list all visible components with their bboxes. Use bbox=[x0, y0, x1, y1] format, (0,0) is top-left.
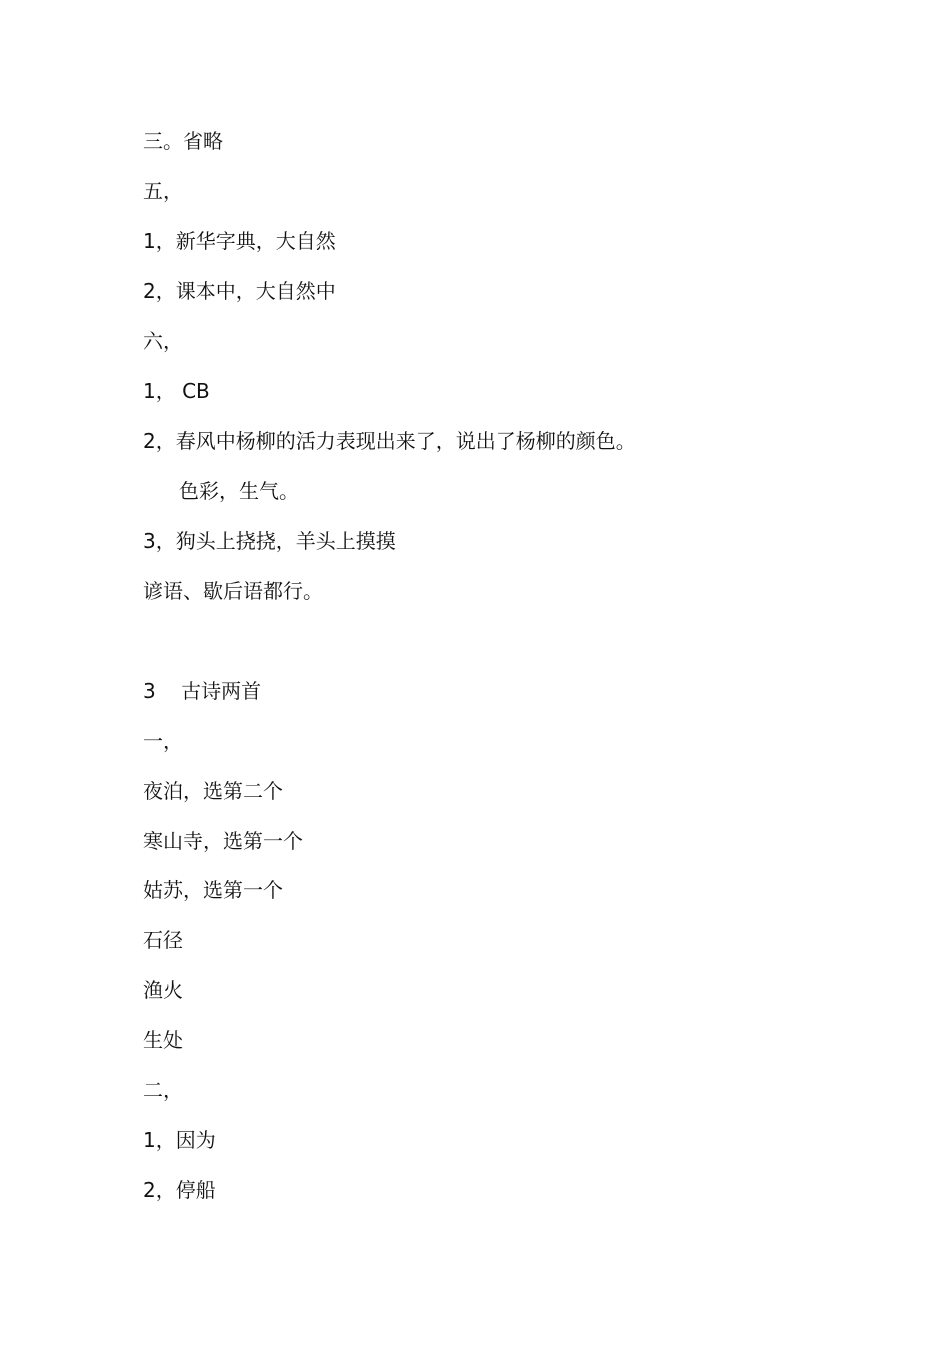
section-one-heading: 一， bbox=[143, 729, 183, 753]
answer-line: 姑苏，选第一个 bbox=[143, 878, 283, 902]
answer-line: 1，因为 bbox=[143, 1128, 216, 1152]
answer-line: 夜泊，选第二个 bbox=[143, 779, 283, 803]
answer-line: 生处 bbox=[143, 1028, 183, 1052]
section-two-heading: 二， bbox=[143, 1078, 183, 1102]
answer-line-continuation: 色彩，生气。 bbox=[179, 479, 299, 503]
answer-line: 石径 bbox=[143, 928, 183, 952]
answer-line: 1，新华字典，大自然 bbox=[143, 229, 336, 253]
answer-line: 寒山寺，选第一个 bbox=[143, 829, 303, 853]
answer-note: 谚语、歇后语都行。 bbox=[143, 579, 323, 603]
answer-line: 1， CB bbox=[143, 379, 210, 403]
answer-line: 2，课本中，大自然中 bbox=[143, 279, 336, 303]
answer-line: 3，狗头上挠挠，羊头上摸摸 bbox=[143, 529, 396, 553]
section-six-heading: 六， bbox=[143, 329, 183, 353]
answer-line: 渔火 bbox=[143, 978, 183, 1002]
section-three-heading: 三。省略 bbox=[143, 129, 223, 153]
answer-line: 2，停船 bbox=[143, 1178, 216, 1202]
answer-line: 2，春风中杨柳的活力表现出来了，说出了杨柳的颜色。 bbox=[143, 429, 636, 453]
lesson-title: 3 古诗两首 bbox=[143, 679, 262, 703]
section-five-heading: 五， bbox=[143, 179, 183, 203]
